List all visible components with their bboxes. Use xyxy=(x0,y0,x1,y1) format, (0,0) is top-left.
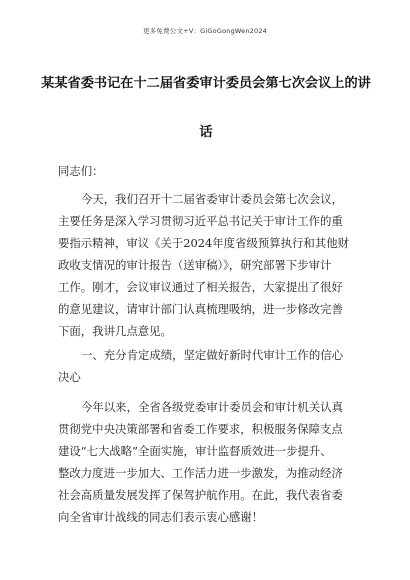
body-line: 要指示精神，审议《关于2024年度省级预算执行和其他财 xyxy=(58,236,349,250)
body-line: 今年以来，全省各级党委审计委员会和审计机关认真 xyxy=(81,400,343,414)
salutation: 同志们： xyxy=(58,164,104,178)
section-heading-line: 决心 xyxy=(58,370,81,384)
header-note: 更多免费公文+V：GiGoGongWen2024 xyxy=(142,27,267,35)
document-title-line-2: 话 xyxy=(199,125,213,140)
body-line: 建设“七大战略”全面实施，审计监督质效进一步提升、 xyxy=(58,444,332,458)
body-line: 今天，我们召开十二届省委审计委员会第七次会议， xyxy=(81,192,343,206)
body-line: 向全省审计战线的同志们表示衷心感谢！ xyxy=(58,510,264,524)
body-line: 社会高质量发展发挥了保驾护航作用。在此，我代表省委 xyxy=(58,488,343,502)
body-line: 工作。刚才，会议审议通过了相关报告，大家提出了很好 xyxy=(58,280,343,294)
body-line: 贯彻党中央决策部署和省委工作要求，积极服务保障支点 xyxy=(58,422,343,436)
document-title-line-1: 某某省委书记在十二届省委审计委员会第七次会议上的讲 xyxy=(41,76,371,91)
section-heading-line: 一、充分肯定成绩，坚定做好新时代审计工作的信心 xyxy=(81,348,343,362)
body-line: 主要任务是深入学习贯彻习近平总书记关于审计工作的重 xyxy=(58,214,343,228)
body-line: 整改力度进一步加大、工作活力进一步激发，为推动经济 xyxy=(58,466,343,480)
body-line: 下面，我讲几点意见。 xyxy=(58,324,172,338)
body-line: 政收支情况的审计报告（送审稿）》，研究部署下步审计 xyxy=(58,258,332,272)
body-line: 的意见建议，请审计部门认真梳理吸纳，进一步修改完善 xyxy=(58,302,343,316)
